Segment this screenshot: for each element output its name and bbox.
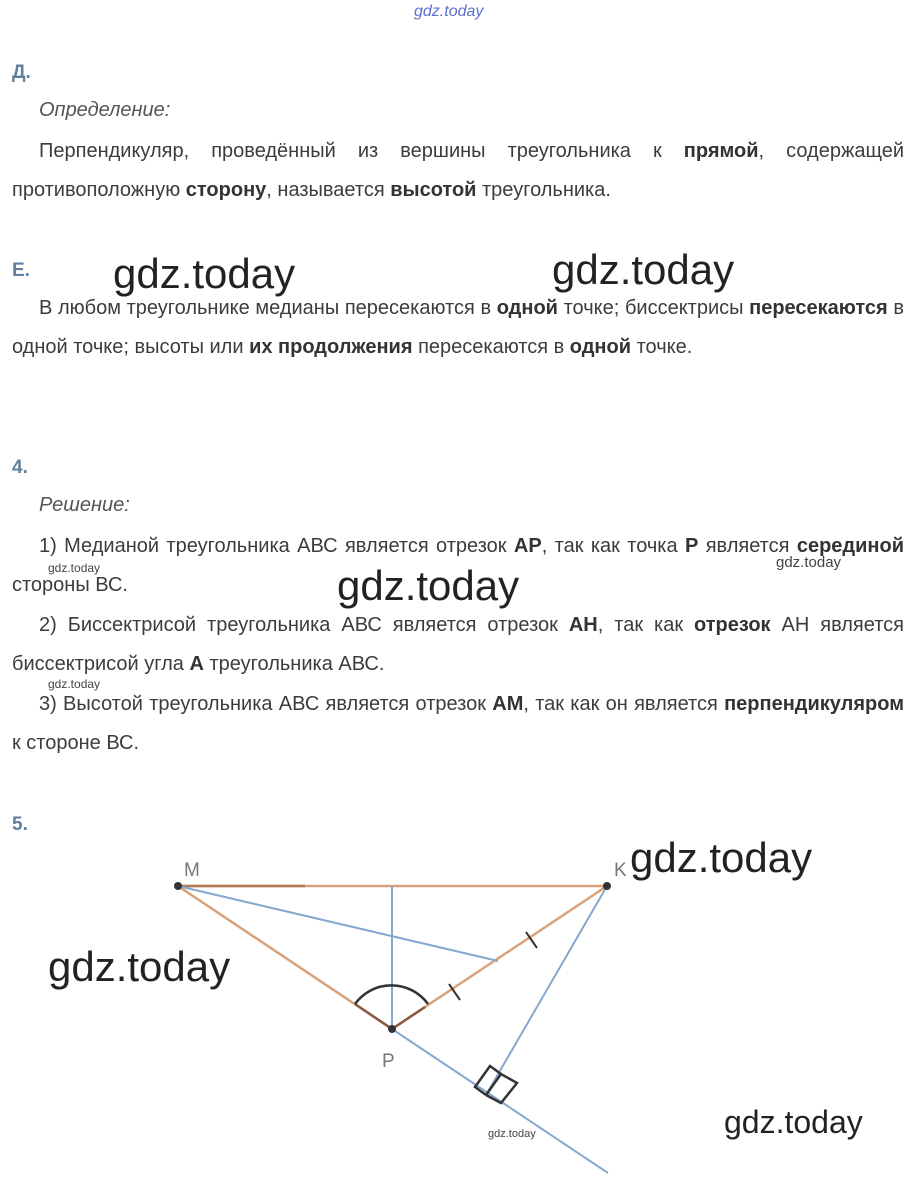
section-5-label: 5. xyxy=(12,814,28,835)
section-e-label: Е. xyxy=(12,260,30,281)
point-m xyxy=(174,882,182,890)
section-d-label: Д. xyxy=(12,62,31,83)
section-d-text: Перпендикуляр, проведённый из вершины треугольника к прямой, содержащей противоположную сторону, называется высотой треугольника. xyxy=(12,140,904,201)
section-4-item-3: 3) Высотой треугольника АВС является отрезок АМ, так как он является перпендикуляром к стороне ВС. xyxy=(12,693,904,754)
section-e-text: В любом треугольнике медианы пересекаются в одной точке; биссектрисы пересекаются в одной точке; высоты или их продолжения пересекаются в одной точке. xyxy=(12,297,904,358)
segment-mp-dark xyxy=(355,1004,392,1029)
watermark-big: gdz.today xyxy=(552,246,735,293)
label-k: K xyxy=(614,860,627,881)
section-4-label: 4. xyxy=(12,457,28,478)
watermark-top: gdz.today xyxy=(414,3,484,20)
watermark-small: gdz.today xyxy=(48,561,101,575)
section-4-heading: Решение: xyxy=(39,494,130,516)
section-4-item-2: 2) Биссектрисой треугольника АВС является отрезок АН, так как отрезок АН является биссектрисой угла А треугольника АВС. xyxy=(12,614,904,675)
point-p xyxy=(388,1025,396,1033)
watermark-big: gdz.today xyxy=(48,943,231,990)
height-line xyxy=(486,886,607,1095)
label-m: M xyxy=(184,860,200,881)
section-4-item-1: 1) Медианой треугольника АВС является отрезок АР, так как точка Р является серединой стороны ВС. xyxy=(12,535,904,596)
watermark-small: gdz.today xyxy=(48,677,101,691)
segment-pk-dark xyxy=(392,1007,425,1029)
label-p: P xyxy=(382,1051,395,1072)
section-d-heading: Определение: xyxy=(39,99,171,121)
watermark-big: gdz.today xyxy=(113,250,296,297)
watermark-small: gdz.today xyxy=(488,1128,536,1140)
extension-line xyxy=(392,1029,608,1173)
watermark-small: gdz.today xyxy=(776,554,842,571)
watermark-big: gdz.today xyxy=(724,1104,863,1140)
watermark-big: gdz.today xyxy=(337,562,520,609)
watermark-big: gdz.today xyxy=(630,834,813,881)
point-k xyxy=(603,882,611,890)
